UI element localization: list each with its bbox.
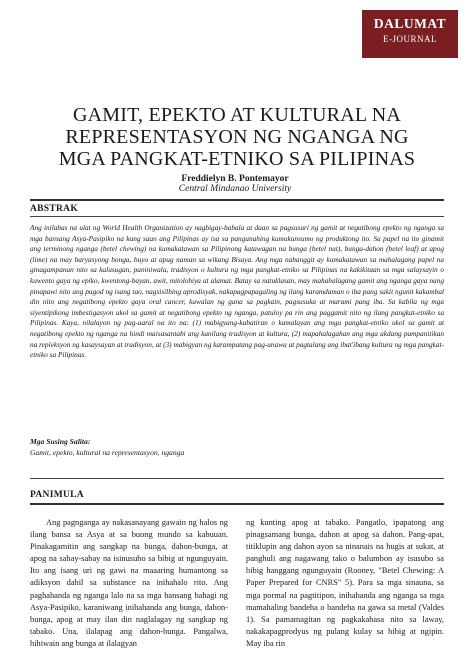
body-column-left: Ang pagnganga ay nakasanayang gawain ng halos ng ilang bansa sa Asya at sa buong mundo sa kabuuan. Pinakagamitin ang sangkap na bunga, dahon-bunga, at apog na sabay-sabay na isinusubo sa bibig at ngunguyain. Ito ang isang uri ng gawi na maaaring humantong sa adiksyon dahil sa substance na inihahalo rito. Ang paghahanda ng nganga lalo na sa mga bansang bahagi ng Asya-Pasipiko, karaniwang inihahanda ang bunga, dahon-bunga, apog at may ilan din naglalagay ng sangkap ng tabako. Una, ilalapag ang dahon-bunga. Pangalwa, hihiwain ang bunga at ilalagyan [30,518,228,648]
keywords-label: Mga Susing Salita: [30,437,91,446]
title-line: REPRESENTASYON NG NGANGA NG [65,126,409,148]
title-line: MGA PANGKAT-ETNIKO SA PILIPINAS [58,148,416,170]
author-affiliation: Central Mindanao University [178,184,292,194]
title-line: GAMIT, EPEKTO AT KULTURAL NA [72,104,401,126]
divider [30,503,444,505]
abstract-text: Ang inilabas na ulat ng World Health Organization ay nagbigay-babala at daan sa pagsusuri ng gamit at negatibong epekto ng nganga sa mga bansang Asya-Pasipiko na kung saan ang Pilipinas ay isa sa pangunahing kumukunsumo ng produktong ito. Sa papel na ito ginamit ang terminong nganga (betel chewing) na kumakatawan sa Pilipinong katawagan na bunga (betel nut), bunga-dahon (betel leaf) at apog (lime) na may baryasyong bonga, buyo at apug naman sa wikang Bisaya. Ang mga nabanggit ay kumakatawan sa mahalagang papel na ginagampanan nito sa kalusugan, paniniwala, tradisyon o kultura ng mga pangkat-etniko sa Pilipinas na kakikitaan sa mga salaysayin o kuwento gaya ng epiko, kwentong-bayan, awit, mitolohiya at alamat. Batay sa natuklasan, may mahahalagang gamit ang nganga gaya nang pinapawi nito ang pagod ng isang tao, nagsisilbing aprodisyak, nakapagpapagaling ng ilang karamdaman o iba pang sakit ngunit kakambal din nito ang negatibong epekto gaya oral cancer, kawalan ng gana sa pagkain, pagsusuka at marami pang iba. Sa kabila ng mga siyentipikong imbestigasyon ukol sa gamit at negatibong epekto ng nganga, patuloy pa rin ang paggamit nito ng ilang pangkat-etniko sa Pilipinas. Kaya, nilalayon ng pag-aaral na ito na: (1) mabigyang-kabatiran o kamalayan ang mga pangkat-etniko ukol sa gamit at negatibong epekto ng nganga na hindi maisasantabi ang kanilang tradisyon at kultura, (2) mapahalagahan ang mga akdang pampanitikan na repleksyon ng kasaysayan at tradisyon, at (3) mabigyan ng karampatang pag-unawa at pagtalang ang ibat'ibang kultura ng mga pangkat-etniko sa Pilipinas. [30,223,444,360]
divider [30,478,444,479]
divider [30,199,444,201]
keywords-text: Gamit, epekto, kultural na representasyon, nganga [30,448,185,457]
journal-badge [362,10,458,58]
abstract-heading: ABSTRAK [30,204,79,214]
paper-title [40,104,434,170]
divider [30,216,444,217]
section-heading: PANIMULA [30,490,84,500]
body-column-right: ng kunting apog at tabako. Pangatlo, ipapatong ang pinagsamang bunga, dahon at apog sa dahon. Pang-apat, titiklupin ang dahon ayon sa ninanais na hugis at sukat, at panghuli ang nagawang tako o balumbon ay isusubo sa bibig hanggang ngunguyain (Rooney, "Betel Chewing: A Paper Prepared for CNRS" 5). Para sa mga sinauna, sa mga pormal na pagtitipon, inihahanda ang nganga sa mga mamahaling bandeha o bandeha na gawa sa metal (Valdes 1). Sa pamamagitan ng pagkakabasa nito sa laway, nakakapagprodyus ng pulang kulay sa bibig at ngipin. May iba rin [246,518,444,648]
author-name: Freddielyn B. Pontemayor [181,174,289,184]
journal-subtitle: E-JOURNAL [383,34,437,44]
journal-name: DALUMAT [373,16,447,31]
